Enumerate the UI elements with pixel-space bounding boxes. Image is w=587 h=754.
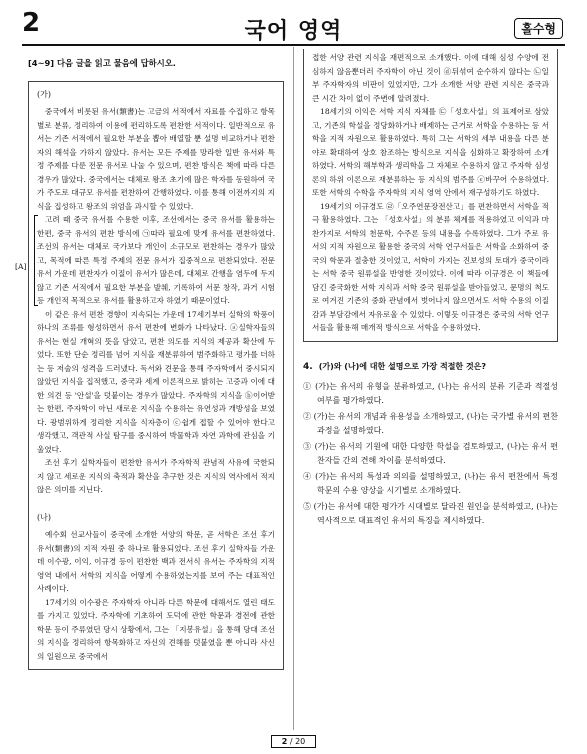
spacer	[37, 497, 275, 509]
bracket-label: [A]	[15, 262, 27, 272]
page-number: 2	[22, 8, 41, 38]
passage-ga-paragraph: 고려 때 중국 유서를 수용한 이후, 조선에서는 중국 유서를 활용하는 한편, 중국 유서의 편찬 방식에 ㉠따라 필요에 맞게 유서를 편찬하였다. 조선의 유서는 대체로 국가보다 개인이 소규모로 편찬하는 경우가 많았고, 목적에 따른 특정 주제의 전문 유서가 집중적으로 편찬되었다. 전문 유서 가운데 편찬자가 이질이 유서가 많은데, 대체로 간행을 염두에 두지 않고 기존 서적에서 필요한 부분을 발췌, 기록하여 서문 창작, 과거 시험 등 개인적 목적으로 유서를 활용하고자 하였기 때문이었다.	[37, 215, 275, 305]
question-4	[303, 360, 558, 528]
passage-na-paragraph: 17세기의 이수광은 주자학자 아니라 다른 학문에 대해서도 열린 태도를 가지고 있었다. 주자학에 기초하여 도덕에 관한 학문과 경전에 관한 학문 등이 주류였던 당시 상황에서, 그는 「지봉유설」을 통해 당대 조선의 지식을 정리하여 항목화하고 자신의 견해를 덧붙였을 뿐 아니라 사신의 일원으로 중국에서	[37, 597, 275, 661]
question-prompt: (가)와 (나)에 대한 설명으로 가장 적절한 것은?	[318, 361, 487, 371]
passage-ga-paragraph: 이 같은 유서 편찬 경향이 지속되는 가운데 17세기부터 실학의 학풍이 하나의 조류를 형성하면서 유서 편찬에 변화가 나타났다. ⓐ실학자들의 유서는 현실 개혁의 뜻을 담았고, 편찬 의도를 지식의 제공과 확산에 두었다. 또한 단순 정리를 넘어 지식을 재분류하여 범주화하고 평가를 더하는 등 저술의 성격을 드러냈다. 독서와 견문을 통해 주자학에서 중시되지 않았던 지식을 집적했고, 중국과 세계 이론적으로 밝히는 고증과 이에 대한 의견 등 '안설'을 덧붙이는 경우가 많았다. 주자학의 지식을 ⓑ이어받는 한편, 주자학이 아닌 새로운 지식을 수용하는 유연성과 개방성을 보였다. 광범위하게 정리한 지식을 식자층이 ⓒ쉽게 접할 수 있어야 한다고 생각했고, 객관적 사실 탐구를 중시하여 박물학과 자연 과학에 관심을 기울였다.	[37, 309, 275, 454]
footer-total-pages: 20	[295, 737, 306, 746]
subject-title: 국어 영역	[244, 19, 343, 44]
answer-option-5[interactable]: ⑤ (가)는 유서에 대한 평가가 시대별로 달라진 원인을 분석하였고, (나)는 역사적으로 대표적인 유서의 특징을 제시하였다.	[303, 502, 558, 525]
answer-option-3[interactable]: ③ (가)는 유서의 기원에 대한 다양한 학설을 검토하였고, (나)는 유서 편찬자들 간의 견해 차이를 분석하였다.	[303, 442, 558, 465]
exam-type-badge: 홀수형	[514, 18, 563, 39]
question-number: 4.	[303, 361, 313, 372]
passage-na-paragraph: 18세기의 이익은 서학 지식 자체를 ㉢「성호사설」의 표제어로 삼았고, 기존의 학설을 정당화하거나 배제하는 근거로 서학을 수용하는 등 서학을 지적 자원으로 활용하였다. 특히 그는 서학의 세부 내용을 다른 분야로 확대하여 상호 참조하는 방식으로 지식을 심화하고 확장하여 소개하였다. 서학의 해부학과 생리학을 그 자체로 수용하지 않고 주자학 심성론의 하위 이론으로 재분류하는 등 지식의 범주를 ⓔ바꾸어 수용하였다. 또한 서학의 수학을 주자학의 지식 영역 안에서 재구성하기도 하였다.	[312, 107, 549, 197]
left-column	[15, 57, 284, 670]
passage-box	[15, 81, 284, 671]
passage-ga-paragraph: 중국에서 비롯된 유서(類書)는 고금의 서적에서 자료를 수집하고 항목별로 분류, 정리하여 이용에 편리하도록 편찬한 서적이다. 일반적으로 유서는 기존 서적에서 필요한 부분을 뽑아 배열할 뿐 설명 비교하거나 편찬자의 해석을 가하지 않았다. 유서는 모든 주제를 망라한 일반 유서와 특정 주제를 다룬 전문 유서로 나눌 수 있으며, 편찬 방식은 책에 따라 다른 경우가 많았다. 중국에서는 대체로 왕조 초기에 많은 학자를 동원하여 국가 주도로 대규모 유서를 편찬하여 간행하였다. 이를 통해 이전까지의 지식을 집성하고 왕조의 위엄을 과시할 수 있었다.	[37, 107, 275, 211]
passage-na-paragraph: 접한 서양 관련 지식을 재편적으로 소개했다. 이에 대해 심성 수양에 전심하지 않음뿐더러 주자학이 아닌 것이 ⓓ뒤섞여 순수하지 않다는 ㉡일부 주자학자의 비판이 있었지만, 그가 소개한 서양 관련 지식은 중국과 큰 시간 차이 없이 주변에 알려졌다.	[312, 53, 549, 103]
footer-current-page: 2	[281, 737, 288, 746]
bracket-section	[15, 213, 275, 308]
instruction: [4~9] 다음 글을 읽고 물음에 답하시오.	[28, 58, 176, 68]
column-divider	[293, 47, 294, 730]
passage-na-label: (나)	[37, 512, 51, 522]
question-head	[303, 360, 558, 375]
page-footer	[0, 735, 587, 748]
answer-option-1[interactable]: ① (가)는 유서의 유형을 분류하였고, (나)는 유서의 분류 기준과 적절성 여부를 평가하였다.	[303, 382, 558, 405]
passage-box-continued	[303, 49, 558, 342]
answer-option-2[interactable]: ② (가)는 유서의 개념과 유용성을 소개하였고, (나)는 국가별 유서의 편찬 과정을 설명하였다.	[303, 412, 558, 435]
passage-na-paragraph: 예수회 선교사들이 중국에 소개한 서양의 학문, 곧 서학은 조선 후기 유서(類書)의 지적 자원 중 하나로 활용되었다. 조선 후기 실학자들 가운데 이수광, 이익, 이규경 등이 편찬한 백과 전서식 유서는 주자학의 지적 영역 내에서 서학의 지식을 어떻게 수용하였는지를 보여 주는 대표적인 사례이다.	[37, 530, 275, 593]
passage-na-paragraph: 19세기의 이규경도 ㉣「오주연문장전산고」를 편찬하면서 서학을 적극 활용하였다. 그는 「성호사설」의 분류 체계를 적용하였고 이익과 마찬가지로 서학의 천문학, 수주론 등의 내용을 수록하였다. 그가 주로 유서의 지적 자원으로 활용한 중국의 서학 연구서들은 서학을 소화하여 중국의 학문과 절충한 것이었고, 서학이 가지는 진보성의 토대가 중국이라는 서학 중국 원류설을 반영한 것이었다. 이에 따라 이규경은 이 책들에 담긴 중국화한 서학 지식과 서학 중국 원류설을 받아들였고, 문명의 척도로 여겨진 기존의 중화 관념에서 벗어나지 않으면서도 서학 수용의 이질감과 부담감에서 자유로울 수 있었다. 이렇듯 이규경은 중국의 서학 연구서들을 활용해 매개적 방식으로 서학을 수용하였다.	[312, 201, 549, 332]
right-column	[303, 49, 558, 530]
footer-page-box: 2 / 20	[271, 735, 317, 748]
bracket-line	[34, 215, 38, 306]
header-rule	[22, 44, 565, 46]
answer-option-4[interactable]: ④ (가)는 유서의 특성과 의의를 설명하였고, (나)는 유서 편찬에서 특정 학문의 수용 양상을 시기별로 소개하였다.	[303, 472, 558, 495]
passage-ga-paragraph: 조선 후기 실학자들이 편찬한 유서가 주자학적 관념적 사유에 국한되지 않고 세로운 지식의 축적과 확산을 추구한 것은 지식의 역사에서 적지 않은 의미를 지닌다.	[37, 458, 275, 494]
passage-ga-label: (가)	[37, 89, 51, 99]
